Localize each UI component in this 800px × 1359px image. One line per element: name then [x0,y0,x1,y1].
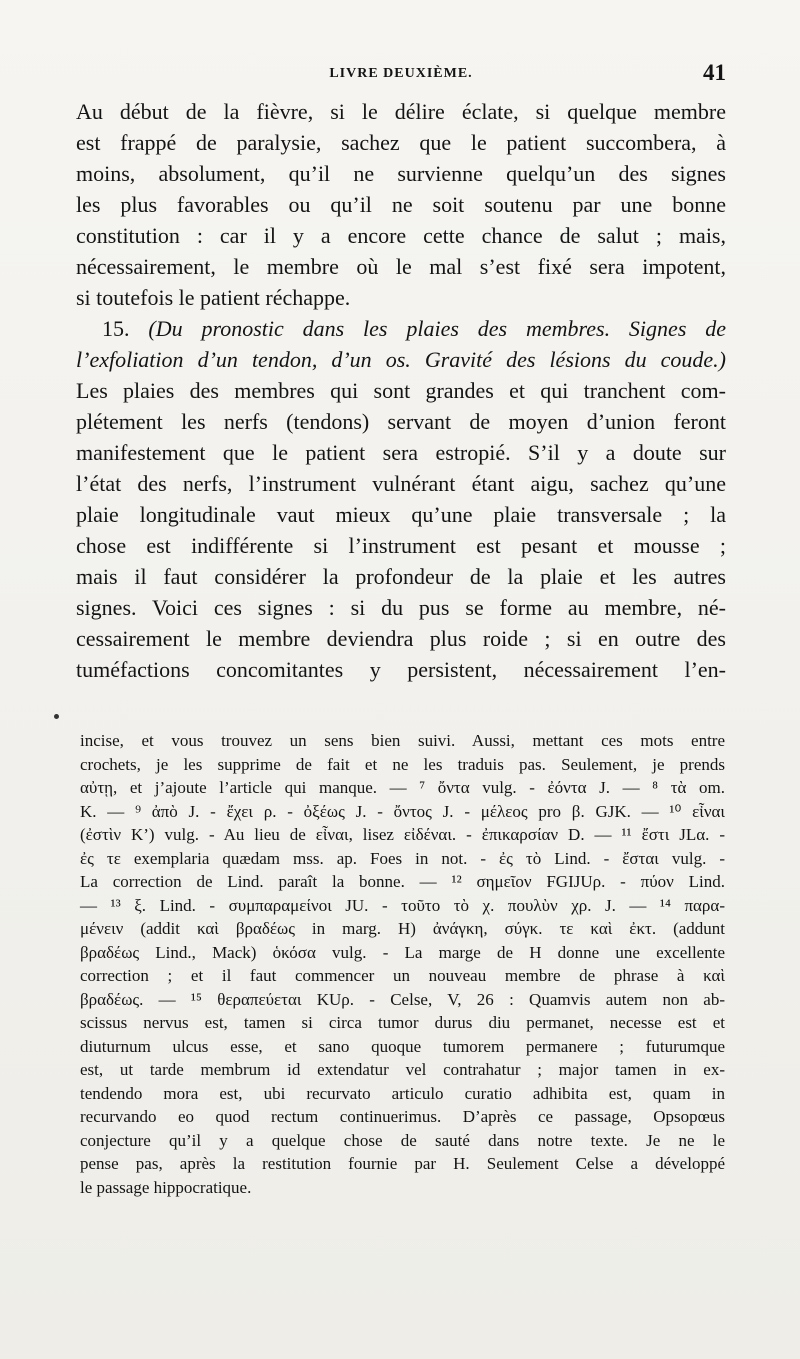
section-title: (Du pronostic dans les plaies des membres. Signes de [148,316,727,341]
text-line: plétement les nerfs (tendons) servant de moyen d’union feront [76,409,726,434]
text-line: les plus favorables ou qu’il ne soit soutenu par une bonne [76,192,726,217]
text-line: signes. Voici ces signes : si du pus se forme au membre, né- [76,595,726,620]
text-line: l’état des nerfs, l’instrument vulnérant étant aigu, sachez qu’une [76,471,726,496]
section-heading-line [76,313,726,344]
text-line: tuméfactions concomitantes y persistent, nécessairement l’en- [76,657,726,682]
text-line: mais il faut considérer la profondeur de la plaie et les autres [76,564,726,589]
footnote-line: diuturnum ulcus esse, et sano quoque tumorem permanere ; futurumque [80,1036,725,1056]
footnote-line: K. — ⁹ ἀπὸ J. - ἔχει ρ. - ὀξέως J. - ὄντος J. - μέλεος pro β. GJK. — ¹⁰ εἶναι [80,801,725,821]
footnote-line: crochets, je les supprime de fait et ne les traduis pas. Seulement, je prends [80,754,725,774]
footnote-line: tendendo mora est, ubi recurvato articulo curatio adhibita est, quam in [80,1083,725,1103]
footnote-line: (ἐστὶν K’) vulg. - Au lieu de εἶναι, lisez εἰδέναι. - ἐπικαρσίαν D. — ¹¹ ἔστι JLα. - [80,825,725,844]
page-number: 41 [703,60,726,85]
footnote-line: le passage hippocratique. [80,1177,252,1197]
footnote-line: est, ut tarde membrum id extendatur vel contrahatur ; major tamen in ex- [80,1060,725,1079]
footnote-line: pense pas, après la restitution fournie par H. Seulement Celse a développé [80,1154,725,1173]
footnote-line: incise, et vous trouvez un sens bien suivi. Aussi, mettant ces mots entre [80,731,725,750]
text-line: plaie longitudinale vaut mieux qu’une plaie transversale ; la [76,502,726,527]
footnote-line: μένειν (addit καὶ βραδέως in marg. H) ἀνάγκη, σύγκ. τε καὶ ἐκτ. (addunt [80,919,725,938]
footnote-line: scissus nervus est, tamen si circa tumor durus diu permanet, necesse est et [80,1013,725,1032]
footnote-line: recurvando eo quod rectum continuerimus. D’après ce passage, Opsopœus [80,1107,725,1126]
text-line: moins, absolument, qu’il ne survienne quelqu’un des signes [76,161,726,186]
footnote-line: βραδέως Lind., Mack) ὁκόσα vulg. - La marge de H donne une excellente [80,942,725,962]
text-line: manifestement que le patient sera estropié. S’il y a doute sur [76,440,726,465]
text-line: constitution : car il y a encore cette chance de salut ; mais, [76,223,726,248]
text-line: si toutefois le patient réchappe. [76,285,351,310]
section-heading [76,313,726,375]
running-title: LIVRE DEUXIÈME. [329,66,473,81]
footnote-line: La correction de Lind. paraît la bonne. — ¹² σημεῖον FGIJUρ. - πύον Lind. [80,872,725,891]
section-title-continued: l’exfoliation d’un tendon, d’un os. Gravité des lésions du coude.) [76,347,726,372]
footnote-line: αὐτῃ, et j’ajoute l’article qui manque. — ⁷ ὄντα vulg. - ἐόντα J. — ⁸ τὰ om. [80,778,725,797]
footnote-line: conjecture qu’il y a quelque chose de sauté dans notre texte. Je ne le [80,1130,725,1150]
text-line: cessairement le membre deviendra plus roide ; si en outre des [76,626,726,651]
text-line: chose est indifférente si l’instrument est pesant et mousse ; [76,533,726,558]
text-line: Au début de la fièvre, si le délire éclate, si quelque membre [76,99,726,124]
main-text [76,96,726,685]
text-line: nécessairement, le membre où le mal s’est fixé sera impotent, [76,254,726,279]
ink-speck [54,714,59,719]
footnote-line: ἐς τε exemplaria quædam mss. ap. Foes in not. - ἐς τὸ Lind. - ἔσται vulg. - [80,848,725,868]
footnotes [80,729,725,1199]
running-head [76,62,726,86]
opening-paragraph [76,96,726,313]
text-line: Les plaies des membres qui sont grandes et qui tranchent com- [76,378,726,403]
footnote-line: — ¹³ ξ. Lind. - συμπαραμείνοι JU. - τοῦτο τὸ χ. πουλὺν χρ. J. — ¹⁴ παρα- [80,895,725,915]
footnote-line: correction ; et il faut commencer un nouveau membre de phrase à καὶ [80,966,725,985]
section-paragraph [76,375,726,685]
footnote-line: βραδέως. — ¹⁵ θεραπεύεται KUρ. - Celse, V, 26 : Quamvis autem non ab- [80,989,725,1009]
section-number: 15. [102,316,130,341]
text-line: est frappé de paralysie, sachez que le patient succombera, à [76,130,726,155]
